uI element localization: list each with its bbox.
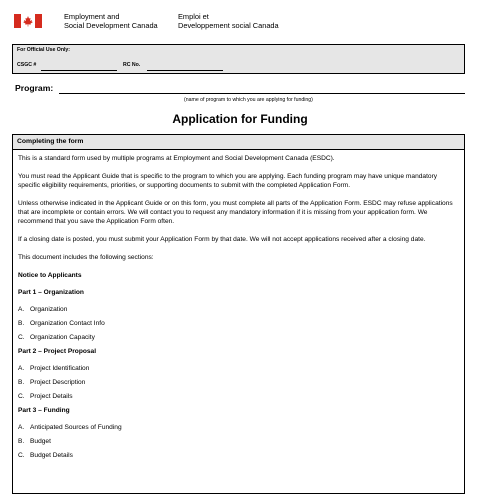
list-label: Organization	[30, 306, 68, 313]
list-label: Organization Contact Info	[30, 320, 105, 327]
list-label: Organization Capacity	[30, 334, 95, 341]
paragraph-4: If a closing date is posted, you must submit your Application Form by that date. We will not accept applications received after a closing date.	[18, 236, 426, 243]
paragraph-1: This is a standard form used by multiple programs at Employment and Social Development Canada (ESDC).	[18, 155, 335, 162]
part-1-heading: Part 1 – Organization	[18, 289, 84, 296]
list-item	[18, 423, 459, 431]
csgc-label: CSGC #	[17, 62, 37, 68]
department-name-english	[64, 12, 158, 30]
list-label: Budget	[30, 438, 51, 445]
notice-heading: Notice to Applicants	[18, 272, 82, 279]
list-label: Budget Details	[30, 452, 73, 459]
dept-fr-line2: Developpement social Canada	[178, 21, 279, 30]
list-letter: C.	[18, 334, 25, 341]
list-letter: B.	[18, 438, 25, 445]
list-item	[18, 333, 459, 341]
paragraph-2: You must read the Applicant Guide that is specific to the program to which you are applying. Each funding program may have unique mandatory specific eligibility requirements, priorities, or supporting documents to submit with the completed Application Form.	[18, 173, 438, 189]
dept-en-line2: Social Development Canada	[64, 21, 158, 30]
part-2-heading: Part 2 – Project Proposal	[18, 348, 97, 355]
canada-flag-icon	[14, 14, 42, 28]
panel-heading: Completing the form	[13, 135, 464, 150]
dept-en-line1: Employment and	[64, 12, 120, 21]
panel-body	[13, 150, 464, 459]
list-letter: A.	[18, 306, 25, 313]
part-3-heading: Part 3 – Funding	[18, 407, 70, 414]
department-name-french	[178, 12, 279, 30]
rc-field[interactable]	[147, 70, 223, 71]
completing-form-panel	[12, 134, 465, 494]
list-label: Project Details	[30, 393, 73, 400]
list-letter: B.	[18, 320, 25, 327]
list-letter: C.	[18, 393, 25, 400]
official-use-title: For Official Use Only:	[17, 47, 71, 53]
paragraph-5: This document includes the following sections:	[18, 254, 154, 261]
paragraph-3: Unless otherwise indicated in the Applicant Guide or on this form, you must complete all parts of the Application Form. ESDC may refuse applications that are incomplete or contain errors. We will contact you to request any mandatory information if it is missing from your application form. We recommend that you save the Application Form often.	[18, 200, 453, 225]
list-item	[18, 364, 459, 372]
page-title: Application for Funding	[172, 112, 308, 126]
list-label: Anticipated Sources of Funding	[30, 424, 122, 431]
csgc-field[interactable]	[41, 70, 117, 71]
list-letter: B.	[18, 379, 25, 386]
list-label: Project Description	[30, 379, 86, 386]
list-item	[18, 451, 459, 459]
list-item	[18, 392, 459, 400]
list-label: Project Identification	[30, 365, 90, 372]
page-header	[14, 12, 474, 36]
rc-label: RC No.	[123, 62, 141, 68]
program-label: Program:	[15, 83, 54, 93]
program-note: (name of program to which you are applying for funding)	[184, 97, 313, 103]
dept-fr-line1: Emploi et	[178, 12, 209, 21]
list-item	[18, 305, 459, 313]
list-letter: A.	[18, 365, 25, 372]
program-field[interactable]	[59, 93, 465, 94]
list-letter: A.	[18, 424, 25, 431]
list-letter: C.	[18, 452, 25, 459]
list-item	[18, 437, 459, 445]
list-item	[18, 319, 459, 327]
list-item	[18, 378, 459, 386]
official-use-box	[12, 44, 465, 74]
